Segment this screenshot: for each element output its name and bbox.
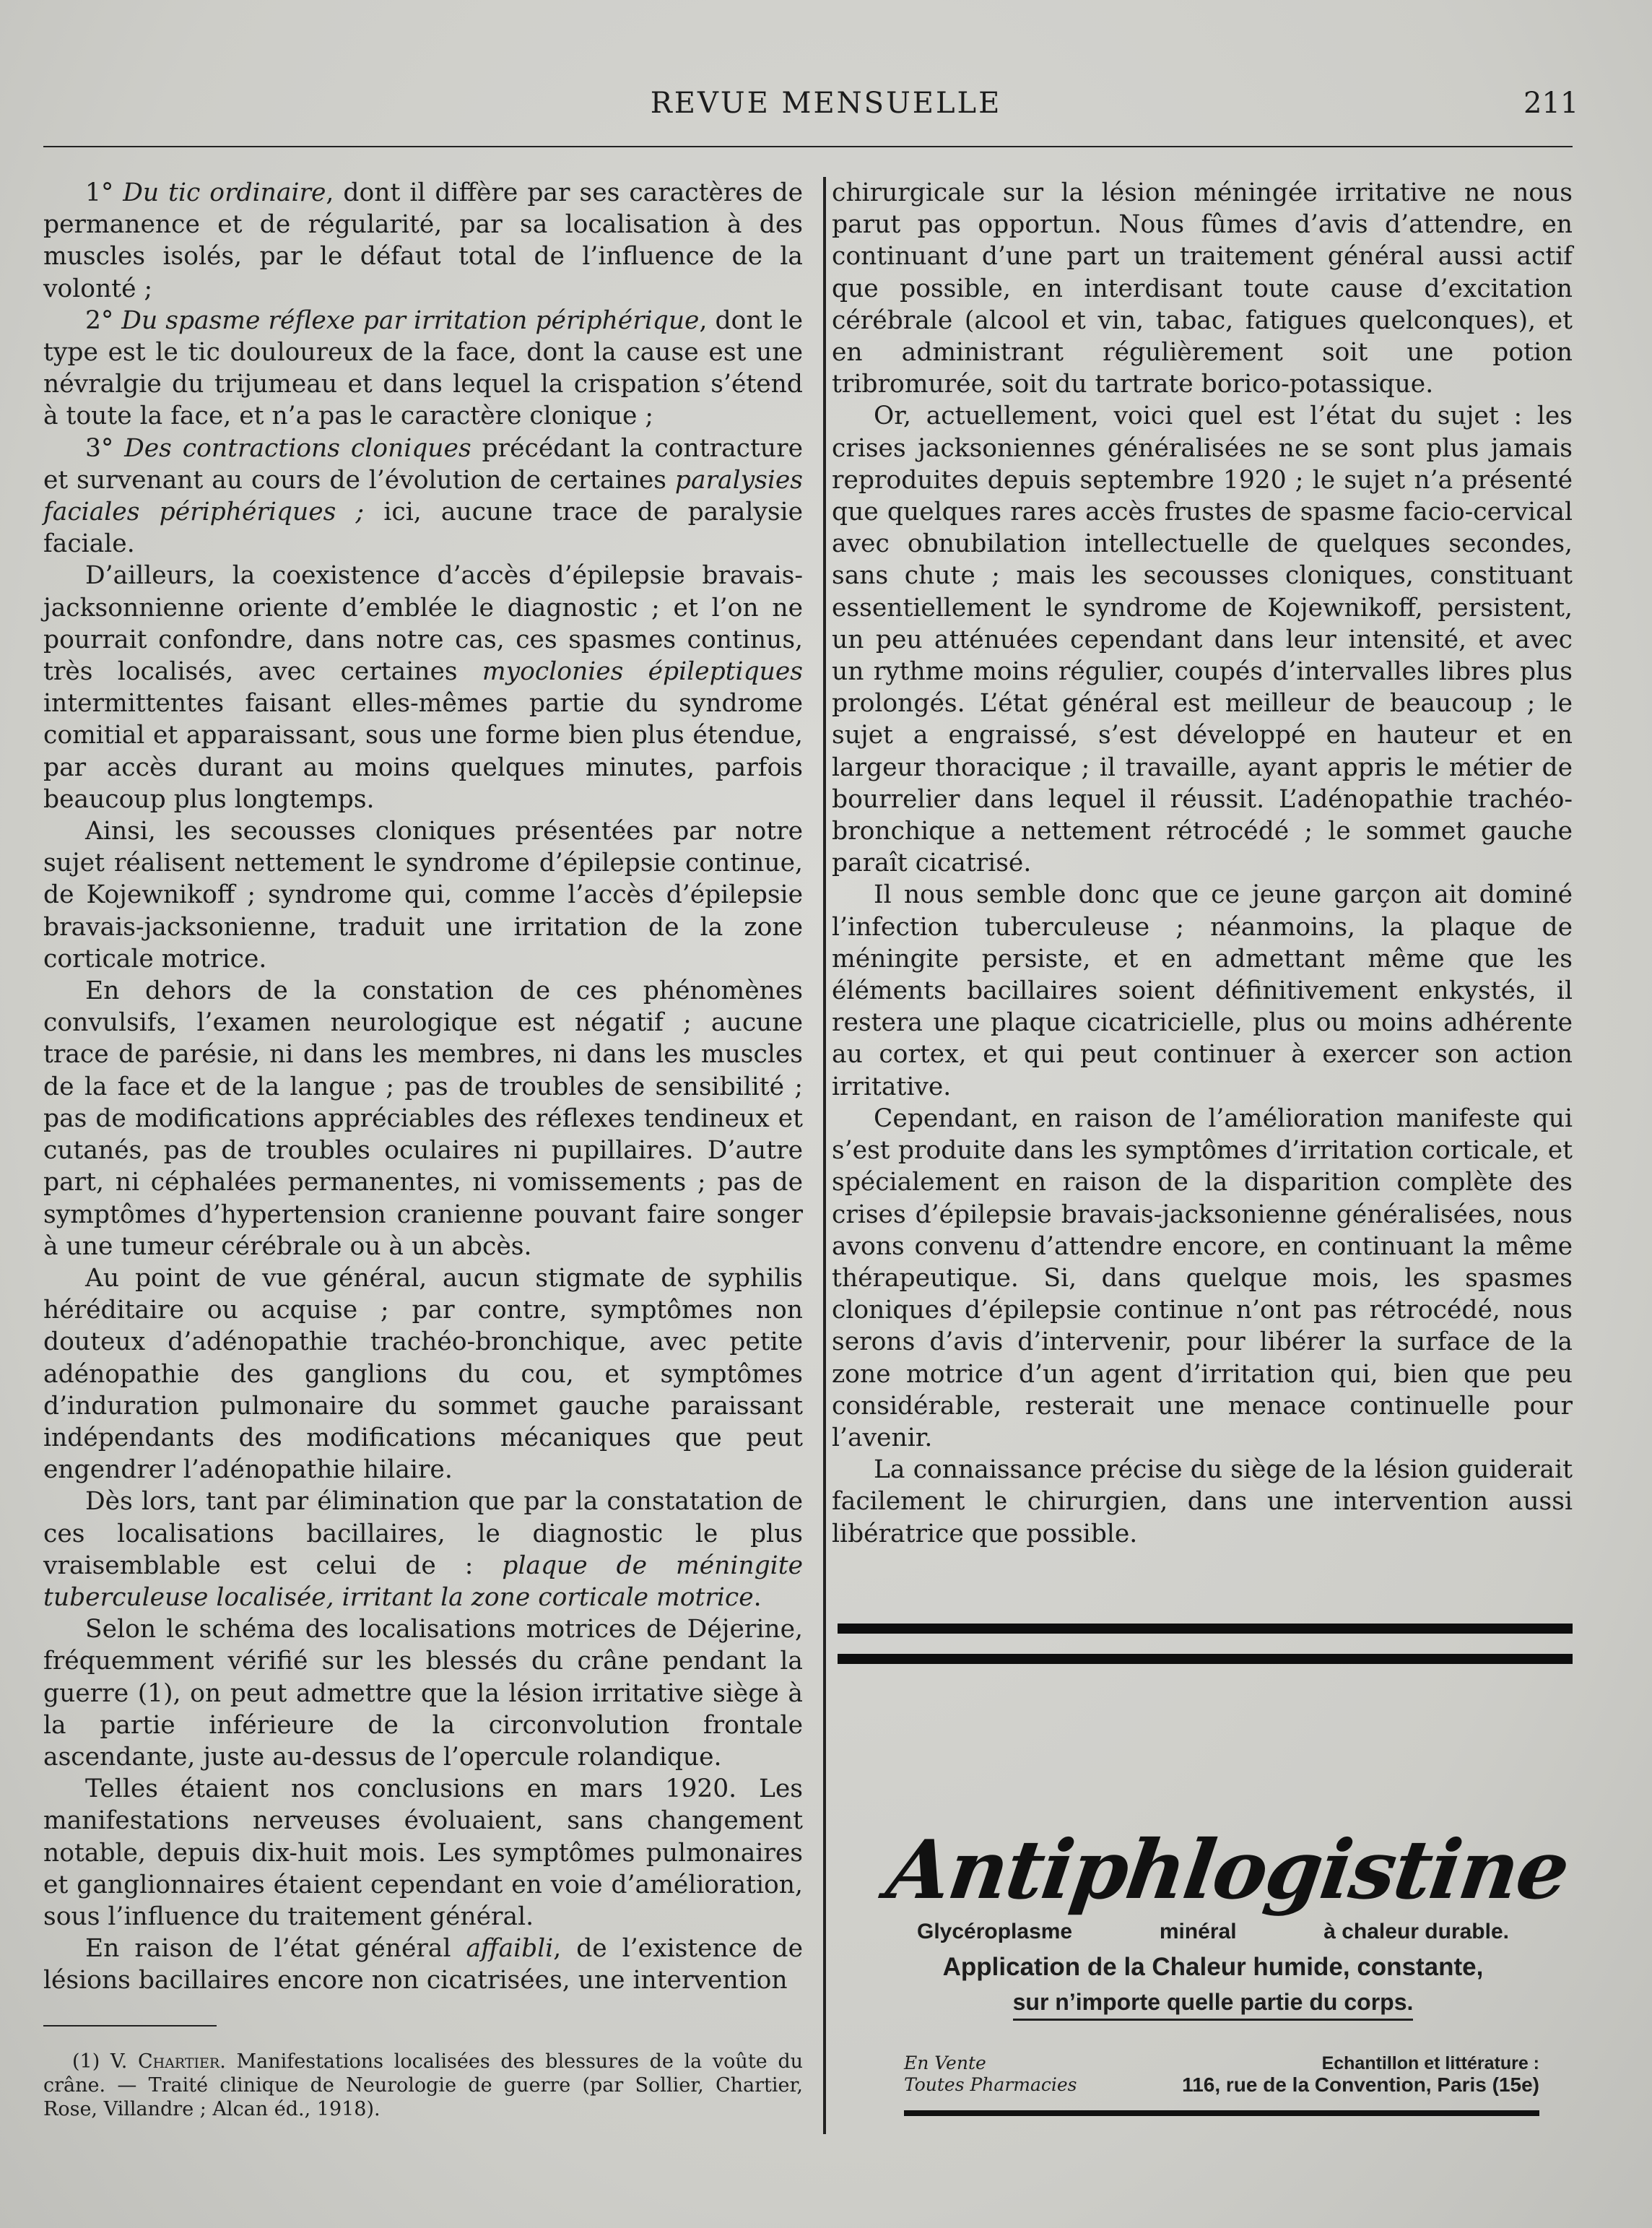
- ad-sample-label: Echantillon et littérature :: [1321, 2053, 1539, 2073]
- paragraph: [43, 1262, 803, 1486]
- running-header: REVUE MENSUELLE: [650, 87, 1002, 120]
- paragraph: [43, 1613, 803, 1773]
- footnote-author: Chartier: [137, 2050, 220, 2073]
- paragraph: [43, 1773, 803, 1933]
- paragraph: [832, 1454, 1573, 1550]
- text: .: [753, 1582, 762, 1612]
- italic-text: Des contractions cloniques: [124, 433, 471, 463]
- text: chirurgicale sur la lésion méningée irritative ne nous parut pas opportun. Nous fûmes d’avis d’attendre, en continuant d’une part un traitement général aussi actif que possible, en interdisant toute cause d’excitation cérébrale (alcool et vin, tabac, fatigues quelconques), et en administrant régulièrement soit une potion tribromurée, soit du tartrate borico-potassique.: [832, 178, 1573, 399]
- text: Telles étaient nos conclusions en mars 1920. Les manifestations nerveuses évoluaient, sans changement notable, depuis dix-huit mois. Les symptômes pulmonaires et ganglionnaires étaient cependant en voie d’amélioration, sous l’influence du traitement général.: [43, 1774, 803, 1931]
- ad-tagline-2: sur n’importe quelle partie du corps.: [1013, 1989, 1414, 2021]
- paragraph: [43, 433, 803, 560]
- text: En raison de l’état général: [85, 1934, 466, 1964]
- ad-sub-1: Glycéroplasme: [917, 1920, 1073, 1943]
- text: Il nous semble donc que ce jeune garçon ait dominé l’infection tuberculeuse ; néanmoins, la plaque de méningite persiste, et en admettant même que les éléments bacillaires soient définitivement enkystés, il restera une plaque cicatricielle, plus ou moins adhérente au cortex, et qui peut continuer à exercer son action irritative.: [832, 880, 1573, 1101]
- ad-address: 116, rue de la Convention, Paris (15e): [1182, 2073, 1539, 2096]
- paragraph: [43, 815, 803, 975]
- text: 2°: [85, 305, 122, 335]
- footnote-marker: (1) V.: [72, 2050, 138, 2073]
- ad-top-bar: [838, 1624, 1573, 1634]
- italic-text: Du tic ordinaire: [123, 178, 326, 207]
- italic-text: Du spasme réflexe par irritation périphérique: [121, 305, 700, 335]
- text: Dès lors, tant par élimination que par la constatation de ces localisations bacillaires, le diagnostic le plus vraisemblable est celui de :: [43, 1487, 803, 1580]
- ad-sale-where: Toutes Pharmacies: [904, 2074, 1077, 2095]
- text: , dont il diffère par ses caractères de permanence et de régularité, par sa localisation à des muscles isolés, par le défaut total de l’influence de la volonté ;: [43, 178, 803, 303]
- paragraph: [43, 305, 803, 433]
- footnote-rule: [43, 2025, 217, 2027]
- right-column: [832, 177, 1573, 1550]
- paragraph: [832, 1103, 1573, 1454]
- text: Au point de vue général, aucun stigmate de syphilis héréditaire ou acquise ; par contre, symptômes non douteux d’adénopathie trachéo-bronchique, avec petite adénopathie des ganglions du cou, et symptômes d’induration pulmonaire du sommet gauche paraissant indépendants des modifications mécaniques que peut engendrer l’adénopathie hilaire.: [43, 1263, 803, 1485]
- text: intermittentes faisant elles-mêmes partie du syndrome comitial et apparaissant, sous une forme bien plus étendue, par accès durant au moins quelques minutes, parfois beaucoup plus longtemps.: [43, 689, 803, 814]
- text: 3°: [85, 433, 125, 463]
- italic-text: myoclonies épileptiques: [482, 657, 803, 687]
- header-rule: [43, 146, 1573, 147]
- ad-sub-2: minéral: [1159, 1920, 1237, 1943]
- ad-sale-label: En Vente: [904, 2053, 986, 2073]
- text: Or, actuellement, voici quel est l’état du sujet : les crises jacksoniennes généralisées ne se sont plus jamais reproduites depuis septembre 1920 ; le sujet n’a présenté que quelques rares accès frustes de spasme facio-cervical avec obnubilation intellectuelle de quelques secondes, sans chute ; mais les secousses cloniques, constituant essentiellement le syndrome de Kojewnikoff, persistent, un peu atténuées cependant dans leur intensité, et avec un rythme moins régulier, coupés d’intervalles libres plus prolongés. L’état général est meilleur de beaucoup ; le sujet a engraissé, s’est développé en hauteur et en largeur thoracique ; il travaille, ayant appris le métier de bourrelier dans lequel il réussit. L’adénopathie trachéo-bronchique a nettement rétrocédé ; le sommet gauche paraît cicatrisé.: [832, 402, 1573, 878]
- ad-second-bar: [838, 1654, 1573, 1664]
- paragraph: [43, 177, 803, 305]
- italic-text: paralysies faciales périphériques ;: [43, 465, 803, 527]
- ad-sub-3: à chaleur durable.: [1323, 1920, 1509, 1943]
- paragraph: [43, 560, 803, 815]
- text: précédant la contracture et survenant au cours de l’évolution de certaines: [43, 433, 803, 495]
- paragraph: [43, 1933, 803, 1996]
- advertisement: [881, 1823, 1574, 2021]
- ad-tagline: Application de la Chaleur humide, constante,: [942, 1953, 1484, 1981]
- left-column: [43, 177, 803, 1997]
- text: D’ailleurs, la coexistence d’accès d’épilepsie bravais-jacksonnienne oriente d’emblée le diagnostic ; et l’on ne pourrait confondre, dans notre cas, ces spasmes continus, très localisés, avec certaines: [43, 561, 803, 687]
- paragraph: [832, 879, 1573, 1102]
- text: Cependant, en raison de l’amélioration manifeste qui s’est produite dans les symptômes d’irritation corticale, et spécialement en raison de la disparition complète des crises d’épilepsie bravais-jacksonienne généralisées, nous avons convenu d’attendre encore, en continuant la même thérapeutique. Si, dans quelque mois, les spasmes cloniques d’épilepsie continue n’ont pas rétrocédé, nous serons d’avis d’intervenir, pour libérer la surface de la zone motrice d’un agent d’irritation qui, bien que peu considérable, resterait une menace continuelle pour l’avenir.: [832, 1104, 1573, 1452]
- italic-text: affaibli: [466, 1934, 554, 1964]
- paragraph: [43, 975, 803, 1262]
- text: Selon le schéma des localisations motrices de Déjerine, fréquemment vérifié sur les blessés du crâne pendant la guerre (1), on peut admettre que la lésion irritative siège à la partie inférieure de la circonvolution frontale ascendante, juste au-dessus de l’opercule rolandique.: [43, 1615, 803, 1772]
- text: , dont le type est le tic douloureux de la face, dont la cause est une névralgie du trijumeau et dans lequel la crispation s’étend à toute la face, et n’a pas le caractère clonique ;: [43, 305, 803, 431]
- footnote: [43, 2050, 803, 2121]
- ad-subtitle: [917, 1920, 1509, 1944]
- text: Ainsi, les secousses cloniques présentées par notre sujet réalisent nettement le syndrome d’épilepsie continue, de Kojewnikoff ; syndrome qui, comme l’accès d’épilepsie bravais-jacksonienne, traduit une irritation de la zone corticale motrice.: [43, 817, 803, 974]
- column-divider: [823, 177, 826, 2134]
- page-number: 211: [1523, 87, 1579, 120]
- text: ici, aucune trace de paralysie faciale.: [43, 498, 803, 559]
- text: 1°: [85, 178, 123, 207]
- ad-bottom-bar: [904, 2110, 1539, 2116]
- italic-text: plaque de méningite tuberculeuse localisée, irritant la zone corticale motrice: [43, 1551, 803, 1612]
- paragraph: [43, 1486, 803, 1613]
- text: En dehors de la constation de ces phénomènes convulsifs, l’examen neurologique est négatif ; aucune trace de parésie, ni dans les membres, ni dans les muscles de la face et de la langue ; pas de troubles de sensibilité ; pas de modifications appréciables des réflexes tendineux et cutanés, pas de troubles oculaires ni pupillaires. D’autre part, ni céphalées permanentes, ni vomissements ; pas de symptômes d’hypertension cranienne pouvant faire songer à une tumeur cérébrale ou à un abcès.: [43, 976, 803, 1261]
- text: , de l’existence de lésions bacillaires encore non cicatrisées, une intervention: [43, 1934, 803, 1995]
- paragraph: [832, 177, 1573, 400]
- ad-brand-logo: Antiphlogistine: [881, 1823, 1574, 1917]
- footnote-text: . Manifestations localisées des blessures de la voûte du crâne. — Traité clinique de Neurologie de guerre (par Sollier, Chartier, Rose, Villandre ; Alcan éd., 1918).: [43, 2050, 803, 2120]
- paragraph: [832, 400, 1573, 879]
- text: La connaissance précise du siège de la lésion guiderait facilement le chirurgien, dans une intervention aussi libératrice que possible.: [832, 1455, 1573, 1548]
